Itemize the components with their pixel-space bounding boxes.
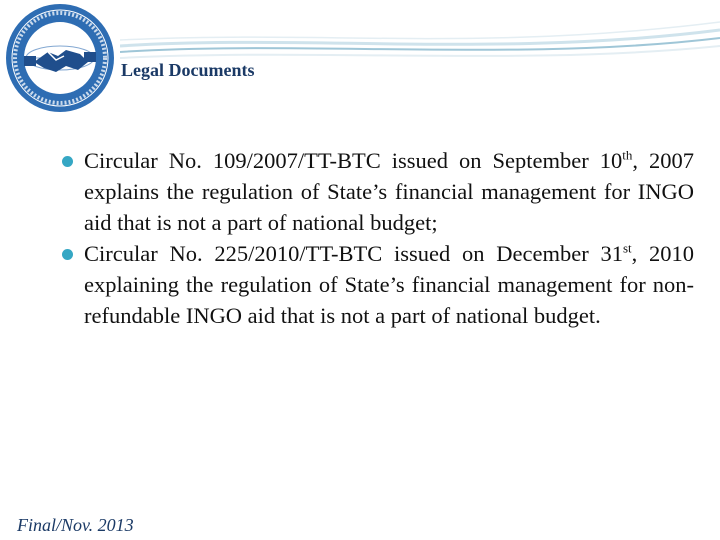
bullet-item — [62, 238, 694, 331]
bullet-dot-icon — [62, 249, 73, 260]
bullet-text-start: Circular No. 109/2007/TT-BTC issued on September 10 — [84, 148, 623, 173]
organization-logo — [0, 0, 120, 120]
bullet-text-start: Circular No. 225/2010/TT-BTC issued on December 31 — [84, 241, 623, 266]
bullet-text-end: , 2010 explaining the regulation of State’s financial management for non-refundable INGO aid that is not a part of national budget. — [84, 241, 694, 328]
bullet-text-end: , 2007 explains the regulation of State’s financial management for INGO aid that is not a part of national budget; — [84, 148, 694, 235]
bullet-superscript: th — [622, 147, 633, 163]
bullet-item — [62, 145, 694, 238]
bullet-list — [62, 145, 694, 331]
slide-title: Legal Documents — [121, 60, 255, 80]
footer-date: Final/Nov. 2013 — [17, 515, 134, 535]
bullet-dot-icon — [62, 156, 73, 167]
bullet-superscript: st — [622, 240, 632, 256]
